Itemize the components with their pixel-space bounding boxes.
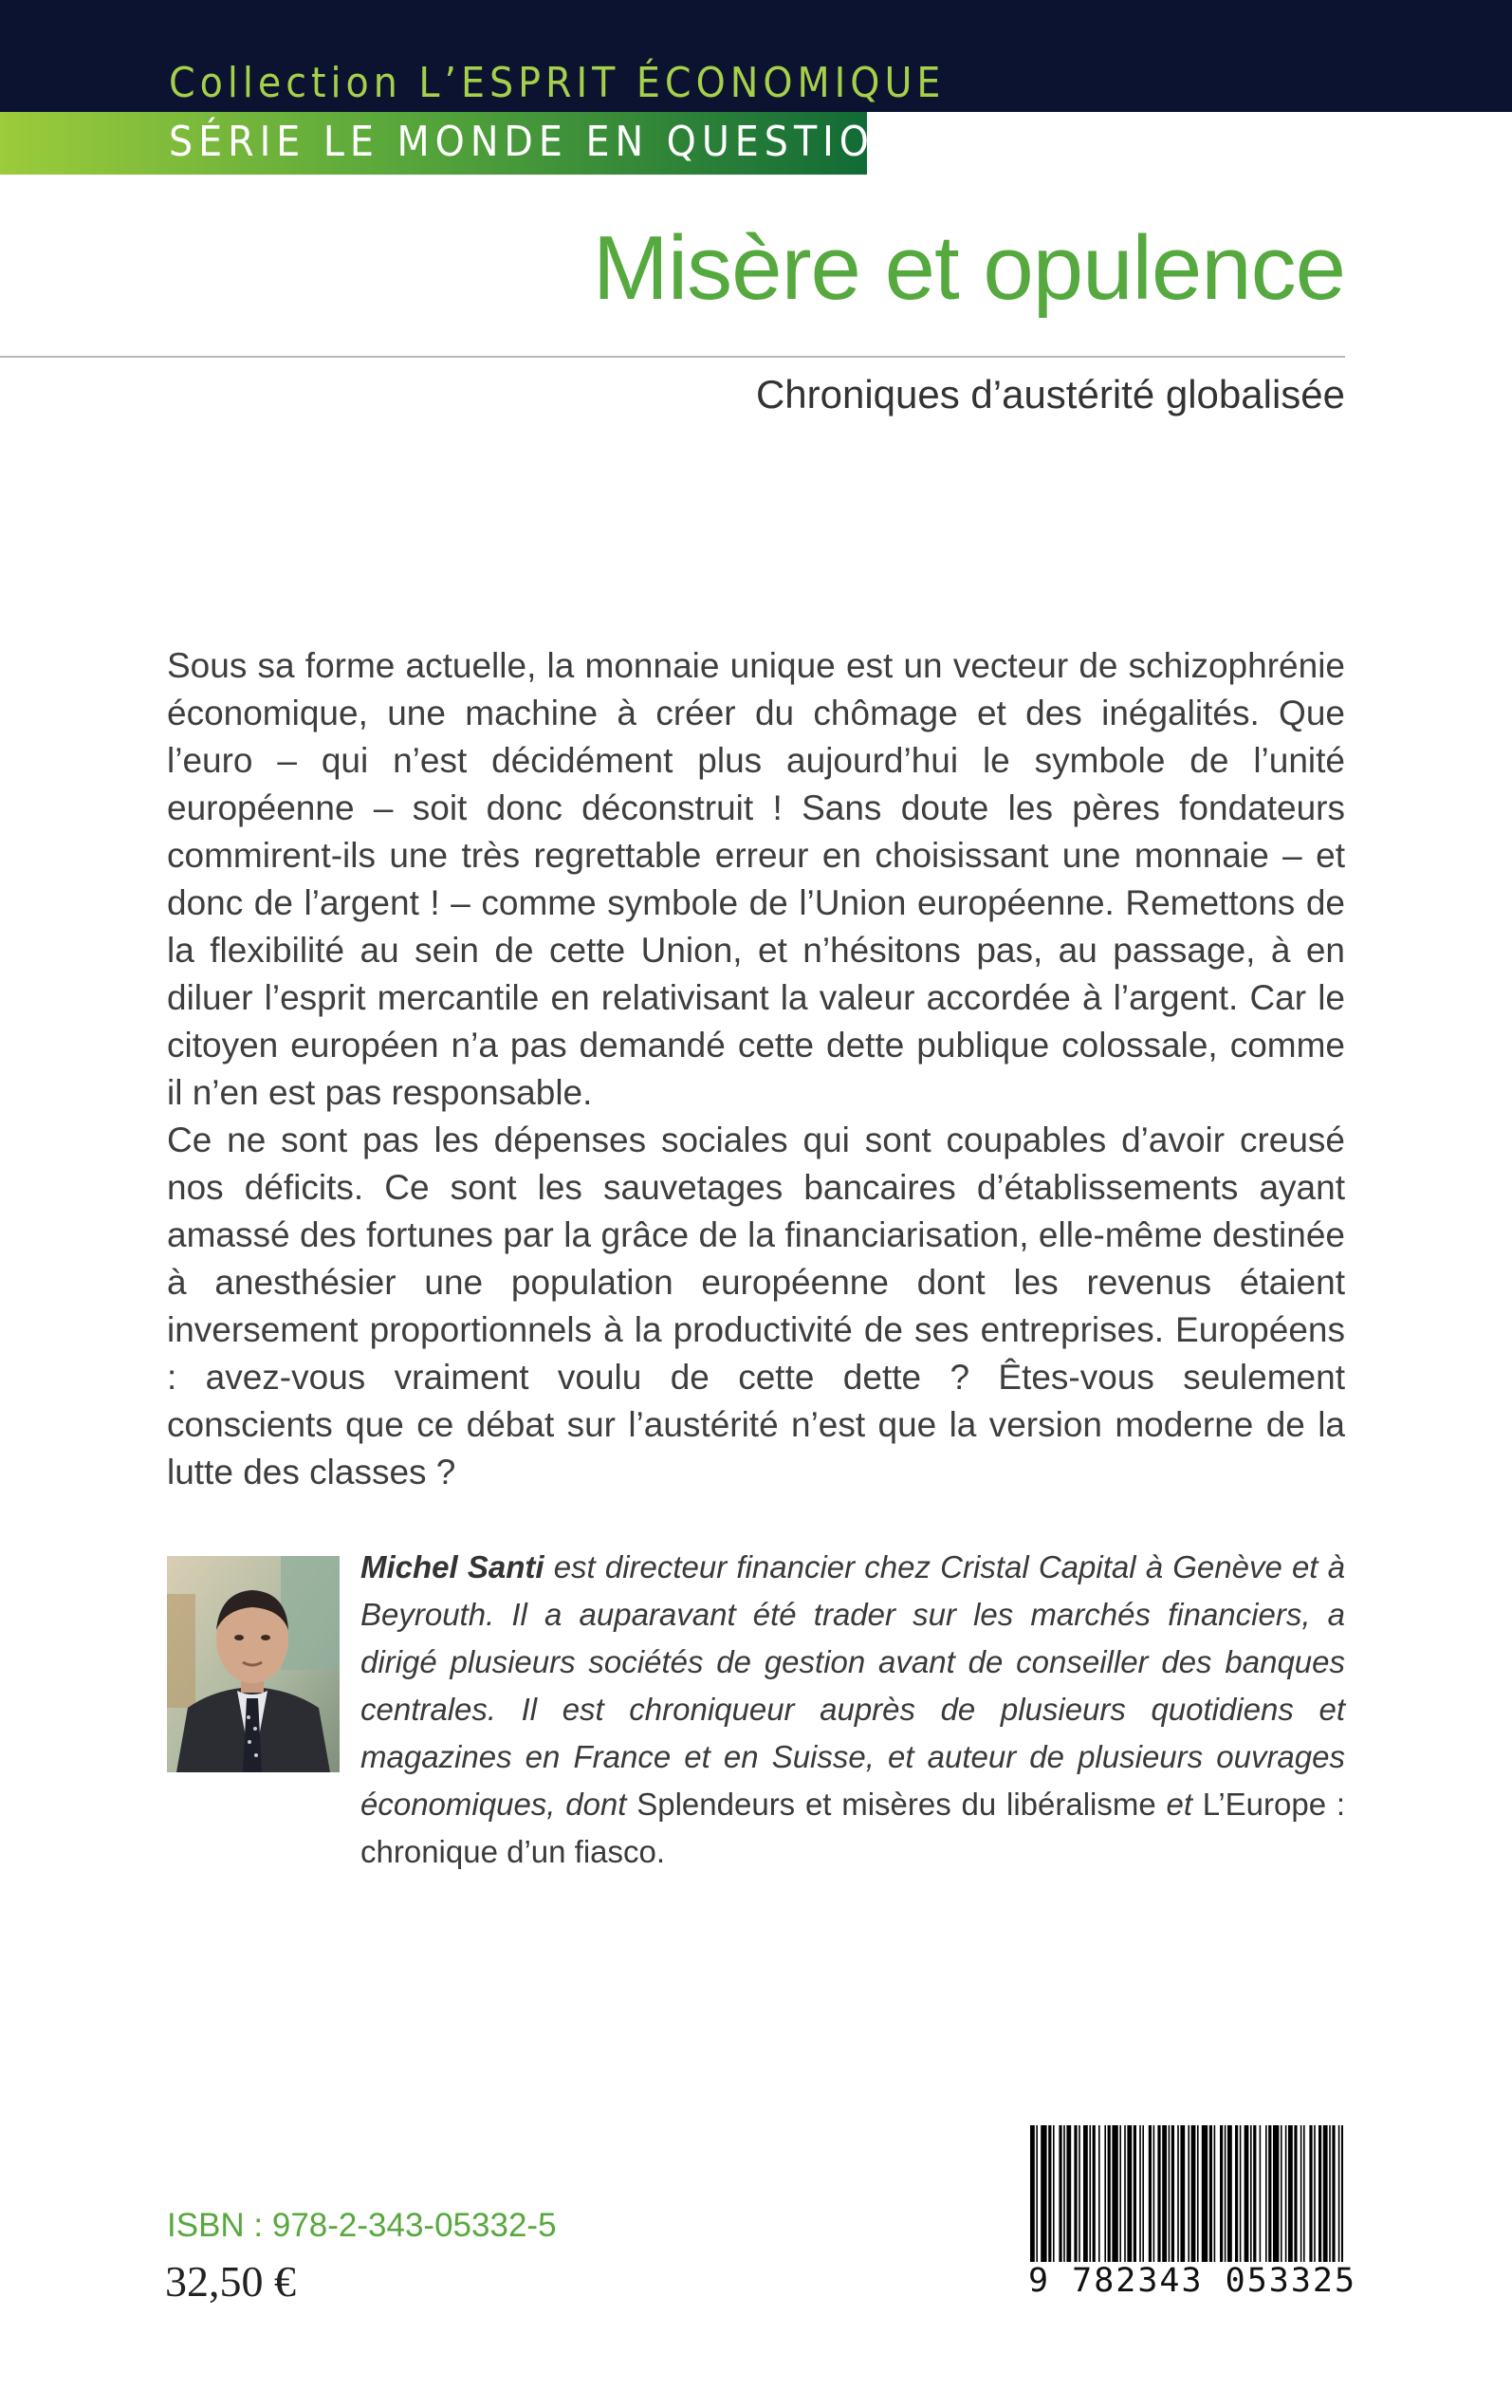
barcode-bar (1281, 2125, 1282, 2264)
author-book-1: Splendeurs et misères du libéralisme (636, 1787, 1156, 1822)
barcode-bar (1240, 2125, 1242, 2264)
barcode-bar (1209, 2125, 1212, 2264)
barcode-bar (1332, 2125, 1335, 2264)
barcode-bar (1177, 2125, 1179, 2264)
barcode-bar (1191, 2125, 1196, 2264)
barcode-bar (1214, 2125, 1216, 2264)
barcode-bar (1030, 2125, 1035, 2264)
collection-name: Collection L’ESPRIT ÉCONOMIQUE (169, 59, 946, 107)
barcode-bar (1053, 2125, 1055, 2264)
barcode-bar (1098, 2125, 1100, 2264)
barcode-bar (1288, 2125, 1293, 2264)
barcode-bar (1083, 2125, 1088, 2264)
barcode-bar (1048, 2125, 1051, 2264)
barcode-digits: 9 782343 053325 (1028, 2262, 1357, 2300)
barcode-bar (1139, 2125, 1141, 2264)
price-label: 32,50 € (165, 2257, 296, 2306)
barcode-bar (1329, 2125, 1331, 2264)
blurb-paragraph-1: Sous sa forme actuelle, la monnaie unique est un vecteur de schizophrénie économique, une machine à créer du chômage et des inégalités. Que l’euro – qui n’est décidément plus aujourd’hui le symbole de l’unité européenne – soit donc déconstruit ! Sans doute les pères fondateurs commirent-ils une très regrettable erreur en choisissant une monnaie – et donc de l’argent ! – comme symbole de l’Union européenne. Remettons de la flexibilité au sein de cette Union, et n’hésitons pas, au passage, à en diluer l’esprit mercantile en relativisant la valeur accordée à l’argent. Car le citoyen européen n’a pas demandé cette dette publique colossale, comme il n’en est pas responsable. (167, 646, 1345, 1112)
barcode-bar (1079, 2125, 1080, 2264)
barcode-bar (1180, 2125, 1185, 2264)
barcode-bar (1063, 2125, 1065, 2264)
barcode-bar (1341, 2125, 1343, 2264)
barcode-bar (1074, 2125, 1077, 2264)
barcode-bar (1066, 2125, 1071, 2264)
barcode-bar (1250, 2125, 1252, 2264)
barcode-bar (1169, 2125, 1171, 2264)
barcode-bar (1162, 2125, 1167, 2264)
barcode-bar (1119, 2125, 1121, 2264)
serie-name: SÉRIE LE MONDE EN QUESTION (169, 118, 909, 166)
barcode-bar (1260, 2125, 1262, 2264)
barcode-bar (1171, 2125, 1174, 2264)
barcode-bar (1134, 2125, 1136, 2264)
barcode-bar (1225, 2125, 1226, 2264)
barcode-bar (1124, 2125, 1126, 2264)
author-bio-text: est directeur financier chez Cristal Capital à Genève et à Beyrouth. Il a auparavant été trader sur les marchés financiers, a dirigé plusieurs sociétés de gestion avant de conseiller des banques centrales. Il est chroniqueur auprès de plusieurs quotidiens et magazines en France et en Suisse, et auteur de plusieurs ouvrages économiques, dont (360, 1549, 1345, 1822)
blurb-paragraph-2: Ce ne sont pas les dépenses sociales qui sont coupables d’avoir creusé nos déficits. Ce sont les sauvetages bancaires d’établissements ayant amassé des fortunes par la grâce de la financiarisation, elle-même destinée à anesthésier une population européenne dont les revenus étaient inversement proportionnels à la productivité de ses entreprises. Européens : avez-vous vraiment voulu de cette dette ? Êtes-vous seulement conscients que ce débat sur l’austérité n’est que la version moderne de la lutte des classes ? (167, 1121, 1345, 1491)
barcode-bar (1112, 2125, 1117, 2264)
barcode-bar (1323, 2125, 1328, 2264)
barcode-bar (1041, 2125, 1046, 2264)
barcode-bar (1294, 2125, 1297, 2264)
barcode-bar (1197, 2125, 1199, 2264)
book-title: Misère et opulence (592, 217, 1345, 319)
barcode-bar (1309, 2125, 1312, 2264)
barcode-bar (1157, 2125, 1160, 2264)
barcode-bar (1227, 2125, 1232, 2264)
barcode-bar (1036, 2125, 1038, 2264)
author-bio-end: . (655, 1834, 666, 1869)
title-divider (0, 356, 1345, 358)
author-photo (167, 1556, 340, 1772)
barcode-bar (1253, 2125, 1256, 2264)
author-name: Michel Santi (360, 1549, 544, 1584)
author-portrait-image (167, 1556, 340, 1772)
barcode-bar (1265, 2125, 1267, 2264)
barcode-bar (1285, 2125, 1287, 2264)
barcode-bar (1149, 2125, 1152, 2264)
barcode-bar (1108, 2125, 1111, 2264)
barcode-bar (1268, 2125, 1271, 2264)
author-bio (360, 1544, 1345, 1876)
barcode-bar (1089, 2125, 1091, 2264)
barcode-bar (1303, 2125, 1305, 2264)
barcode-bar (1300, 2125, 1302, 2264)
barcode-bar (1273, 2125, 1279, 2264)
isbn-label: ISBN : 978-2-343-05332-5 (167, 2207, 557, 2244)
barcode-bar (1220, 2125, 1223, 2264)
barcode-bar (1338, 2125, 1340, 2264)
barcode-bar (1188, 2125, 1189, 2264)
barcode-bar (1142, 2125, 1144, 2264)
barcode-bar (1153, 2125, 1155, 2264)
barcode-bar (1202, 2125, 1208, 2264)
barcode-bar (1093, 2125, 1096, 2264)
barcode-bar (1318, 2125, 1321, 2264)
book-subtitle: Chroniques d’austérité globalisée (755, 372, 1345, 417)
barcode-bar (1104, 2125, 1106, 2264)
author-book-2: L’Europe : chronique d’un fiasco (360, 1787, 1345, 1869)
author-bio-conjunction: et (1155, 1787, 1203, 1822)
barcode-bar (1127, 2125, 1132, 2264)
barcode-bar (1314, 2125, 1316, 2264)
barcode-bar (1059, 2125, 1061, 2264)
barcode-bar (1235, 2125, 1238, 2264)
barcode-bar (1245, 2125, 1249, 2264)
